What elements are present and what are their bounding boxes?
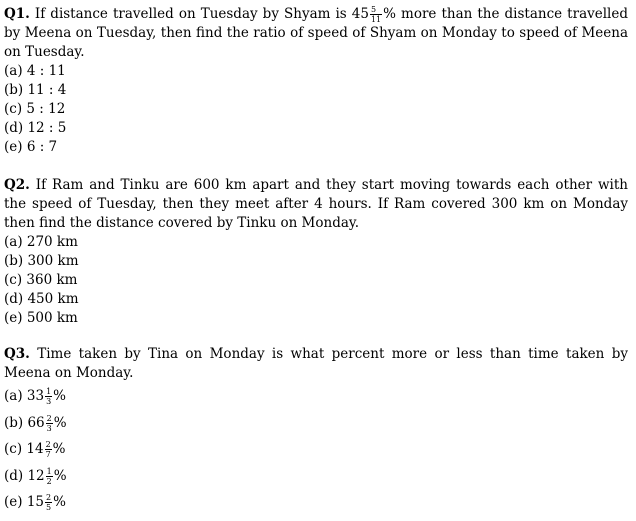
- question-1-text: [4, 5, 628, 62]
- fraction-denominator: 11: [370, 15, 382, 24]
- question-1-fraction: [370, 5, 382, 24]
- question-1-option-b: (b) 11 : 4: [4, 82, 67, 98]
- option-fraction: [45, 387, 52, 406]
- option-suffix: %: [53, 414, 67, 431]
- option-suffix: %: [53, 494, 66, 510]
- option-fraction: [46, 414, 53, 433]
- question-2-option-c: (c) 360 km: [4, 272, 78, 288]
- option-suffix: %: [52, 441, 66, 457]
- option-suffix: %: [53, 467, 67, 484]
- question-1-option-c: (c) 5 : 12: [4, 101, 66, 117]
- option-prefix: (a) 33: [4, 388, 45, 404]
- fraction-denominator: 7: [45, 450, 51, 459]
- question-3-option-e: [4, 489, 628, 516]
- fraction-numerator: 5: [370, 5, 382, 15]
- question-1: [4, 5, 628, 157]
- question-3-option-d: [4, 463, 628, 490]
- question-3-option-c: [4, 436, 628, 463]
- fraction-denominator: 5: [46, 503, 52, 512]
- question-1-option-a: (a) 4 : 11: [4, 63, 66, 79]
- option-suffix: %: [53, 388, 66, 404]
- question-3-label: Q3.: [4, 346, 30, 362]
- question-3: [4, 345, 628, 516]
- question-2-text: [4, 176, 628, 233]
- question-2-option-e: (e) 500 km: [4, 310, 78, 326]
- option-prefix: (d) 12: [4, 467, 45, 484]
- question-1-option-d: (d) 12 : 5: [4, 120, 67, 136]
- question-3-option-b: [4, 410, 628, 437]
- question-2-label: Q2.: [4, 177, 30, 193]
- question-1-text-part-a: If distance travelled on Tuesday by Shyam is 45: [29, 6, 369, 22]
- question-1-label: Q1.: [4, 6, 30, 22]
- question-2-body: If Ram and Tinku are 600 km apart and they start moving towards each other with the speed of Tuesday, then they meet after 4 hours. If Ram covered 300 km on Monday then find the distance covered by Tinku on Monday.: [4, 177, 628, 231]
- question-3-option-a: [4, 383, 628, 410]
- option-prefix: (b) 66: [4, 414, 45, 431]
- question-2-option-b: (b) 300 km: [4, 253, 79, 269]
- option-fraction: [46, 467, 53, 486]
- fraction-denominator: 2: [46, 476, 52, 486]
- fraction-numerator: 2: [46, 413, 52, 423]
- fraction-denominator: 3: [46, 423, 52, 433]
- fraction-denominator: 3: [46, 397, 52, 406]
- question-1-text-part-b: % more than the distance travelled by Meena on Tuesday, then find the ratio of speed of Shyam on Monday to speed of Meena on Tuesday.: [4, 6, 628, 60]
- fraction-numerator: 1: [46, 466, 52, 476]
- option-fraction: [45, 440, 52, 459]
- question-2-option-d: (d) 450 km: [4, 291, 79, 307]
- fraction-numerator: 1: [46, 387, 52, 396]
- option-prefix: (e) 15: [4, 494, 44, 510]
- question-2-option-a: (a) 270 km: [4, 234, 78, 250]
- option-fraction: [45, 493, 52, 512]
- option-prefix: (c) 14: [4, 441, 44, 457]
- question-1-option-e: (e) 6 : 7: [4, 139, 58, 155]
- question-3-body: Time taken by Tina on Monday is what percent more or less than time taken by Meena on Monday.: [4, 346, 628, 381]
- fraction-numerator: 2: [45, 440, 51, 449]
- question-3-text: [4, 345, 628, 383]
- question-2: [4, 176, 628, 328]
- fraction-numerator: 2: [46, 493, 52, 502]
